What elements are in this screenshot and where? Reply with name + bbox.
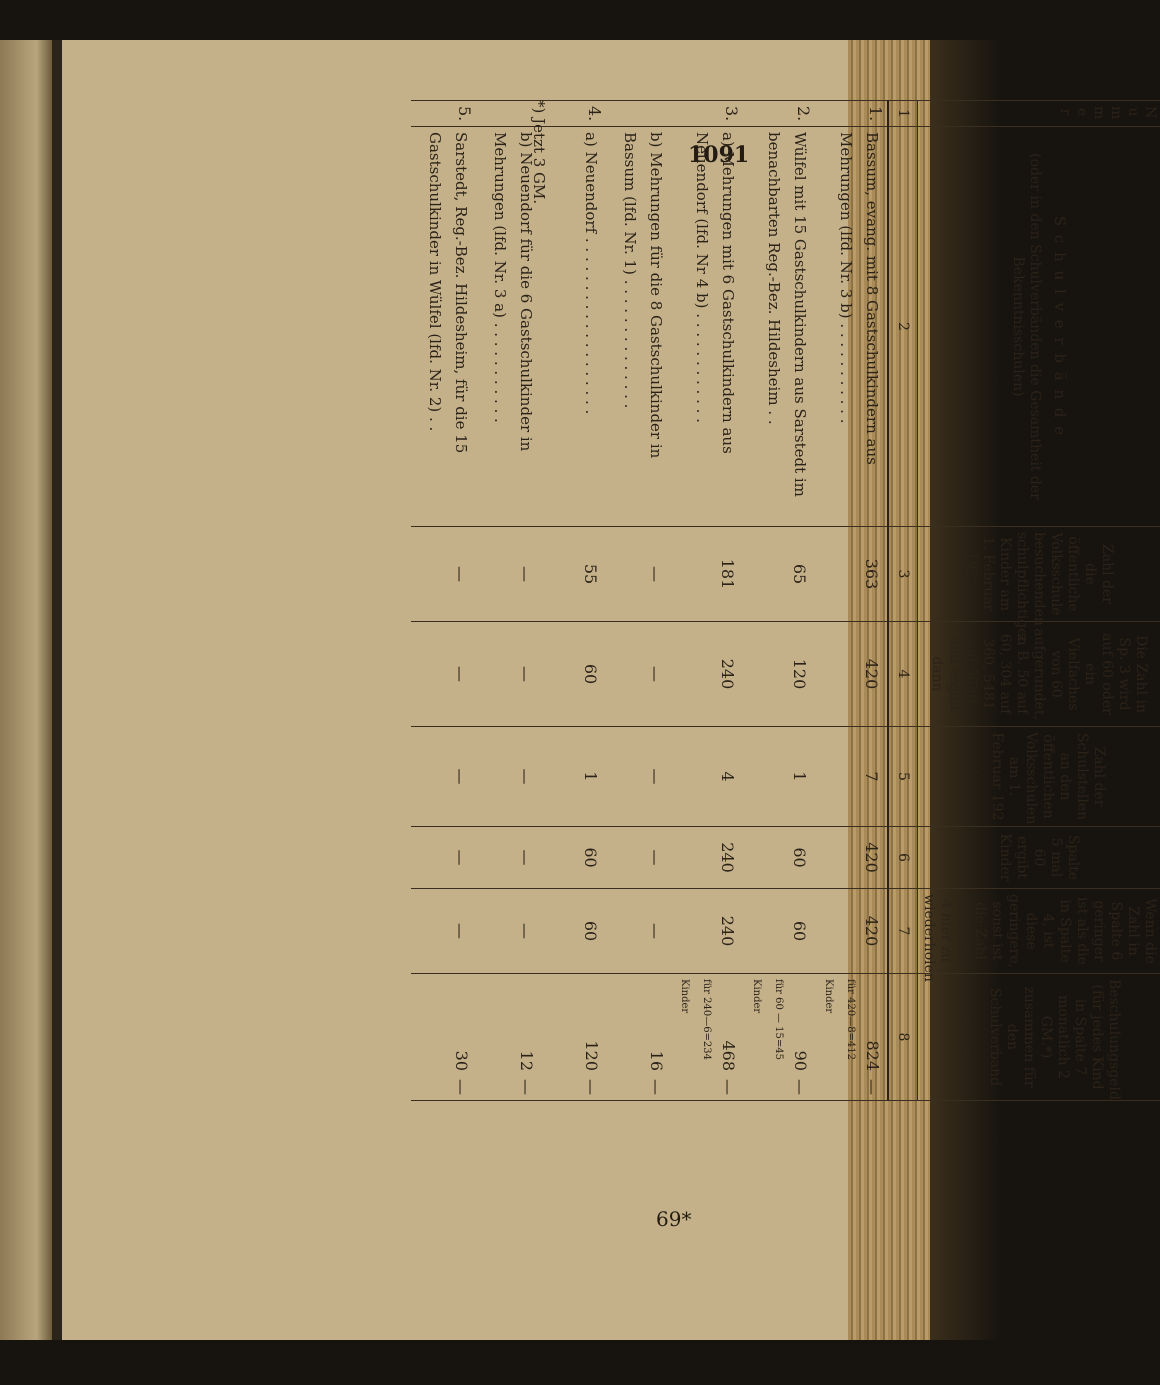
school-associations-table [411, 100, 1160, 1101]
row-description: a) Mehrungen mit 6 Gastschulkindern aus Neuendorf (lfd. Nr 4 b) . . . . . . . . . . . . [671, 127, 743, 527]
row-col8-note: für 60 — 15=45 Kinder [751, 979, 784, 1061]
col-number: 4 [888, 622, 918, 727]
row-col5: 1 [743, 727, 815, 827]
row-col7: 240 [671, 889, 743, 974]
header-col7: Wenn die Zahl in Spalte 6 geringer ist als die in Spalte 4, ist diese geringere, sonst ist die Zahl in Spalte 4 hier zu wiederholen [918, 889, 1160, 974]
row-col7: — [411, 889, 476, 974]
header-col8 [918, 974, 1160, 1101]
row-col3: 363 [815, 527, 888, 622]
row-col8 [743, 974, 815, 1101]
row-col8-amount: 824 [863, 1040, 882, 1071]
row-col8-amount: 468 [719, 1040, 738, 1071]
header-number: N u m m e r [918, 101, 1160, 127]
row-col7: — [476, 889, 541, 974]
row-col8-pf: — [582, 1079, 601, 1095]
table-row [606, 101, 671, 1101]
header-row [918, 101, 1160, 1101]
table-body [411, 101, 888, 1101]
col-number: 2 [888, 127, 918, 527]
row-col6: 420 [815, 827, 888, 889]
col-number: 8 [888, 974, 918, 1101]
row-col8-pf: — [647, 1079, 666, 1095]
table-row [815, 101, 888, 1101]
row-col8-pf: — [452, 1079, 471, 1095]
table-row [476, 101, 541, 1101]
header-associations-sub: (oder in den Schulverbänden die Gesamtheit der Bekenntnisschulen) [1010, 153, 1044, 500]
row-col5: 7 [815, 727, 888, 827]
table-row [671, 101, 743, 1101]
row-col3: — [411, 527, 476, 622]
row-col6: 240 [671, 827, 743, 889]
page-number: 1091 [688, 142, 750, 168]
row-col8 [606, 974, 671, 1101]
row-col8-pf: — [791, 1079, 810, 1095]
row-col8-pf: — [863, 1079, 882, 1095]
row-col4: 420 [815, 622, 888, 727]
row-col4: — [476, 622, 541, 727]
row-col8-note: für 420—8=412 Kinder [823, 979, 856, 1061]
table-row [743, 101, 815, 1101]
row-col6: 60 [541, 827, 606, 889]
row-number: 1. [815, 101, 888, 127]
row-col8 [541, 974, 606, 1101]
currency-pf: ℐ [956, 1051, 972, 1058]
header-col3: Zahl der die öffentliche Volksschule besuchenden schulpflichtigen Kinder am 1. Februar 192 . . [918, 527, 1160, 622]
currency-mark: ℳ [956, 1016, 972, 1031]
row-col4: 120 [743, 622, 815, 727]
header-col6: Spalte 5 mal 60 ergibt Kinder [918, 827, 1160, 889]
row-col8-pf: — [517, 1079, 536, 1095]
signature-mark: 69* [656, 1207, 692, 1231]
row-col4: 240 [671, 622, 743, 727]
row-number [606, 101, 671, 127]
row-col5: 4 [671, 727, 743, 827]
row-col5: — [411, 727, 476, 827]
row-col7: 60 [541, 889, 606, 974]
col-number: 6 [888, 827, 918, 889]
row-col7: — [606, 889, 671, 974]
row-col8-amount: 90 [791, 1050, 810, 1071]
row-col4: — [606, 622, 671, 727]
row-col8 [815, 974, 888, 1101]
row-col3: — [606, 527, 671, 622]
row-number: 4. [541, 101, 606, 127]
row-description: b) Neuendorf für die 6 Gastschulkinder in Mehrungen (lfd. Nr. 3 a) . . . . . . . . . . . [476, 127, 541, 527]
row-col5: — [476, 727, 541, 827]
header-associations-title: S c h u l v e r b ä n d e [1051, 215, 1070, 438]
row-col4: 60 [541, 622, 606, 727]
row-number: 5. [411, 101, 476, 127]
row-col6: — [476, 827, 541, 889]
col-number: 7 [888, 889, 918, 974]
row-col3: 55 [541, 527, 606, 622]
header-associations [918, 127, 1160, 527]
row-col7: 60 [743, 889, 815, 974]
row-col8-amount: 12 [517, 1050, 536, 1071]
table-row [541, 101, 606, 1101]
row-col8-pf: — [719, 1079, 738, 1095]
row-col6: 60 [743, 827, 815, 889]
row-description: Sarstedt, Reg.-Bez. Hildesheim, für die 15 Gastschulkinder in Wülfel (lfd. Nr. 2) . . [411, 127, 476, 527]
header-col4: Die Zahl in Sp. 3 wird auf 60 oder ein Vielfaches von 60 aufgerundet, z. B. 50 auf 60, 304 auf 360, 5481 auf 5520, und ergibt dann [918, 622, 1160, 727]
row-col6: — [606, 827, 671, 889]
row-col4: — [411, 622, 476, 727]
col-number: 5 [888, 727, 918, 827]
row-description: Wülfel mit 15 Gastschulkindern aus Sarstedt im benachbarten Reg.-Bez. Hildesheim . . [743, 127, 815, 527]
row-col3: 181 [671, 527, 743, 622]
row-col8 [671, 974, 743, 1101]
row-col5: — [606, 727, 671, 827]
table-row [411, 101, 476, 1101]
row-number: 2. [743, 101, 815, 127]
row-col3: — [476, 527, 541, 622]
col-number: 1 [888, 101, 918, 127]
rotated-table-block [426, 100, 1160, 1100]
row-col3: 65 [743, 527, 815, 622]
row-description: b) Mehrungen für die 8 Gastschulkinder in Bassum (lfd. Nr. 1) . . . . . . . . . . . . . . [606, 127, 671, 527]
column-number-row [888, 101, 918, 1101]
row-col5: 1 [541, 727, 606, 827]
row-number: 3. [671, 101, 743, 127]
footnote: *) Jetzt 3 GM. [530, 100, 548, 205]
book-gutter [52, 40, 62, 1340]
row-col8 [411, 974, 476, 1101]
row-col8-note: für 240—6=234 Kinder [679, 979, 712, 1061]
row-description: Bassum, evang. mit 8 Gastschulkindern aus Mehrungen (lfd. Nr. 3 b) . . . . . . . . . . . [815, 127, 888, 527]
row-col8-amount: 30 [452, 1050, 471, 1071]
row-col6: — [411, 827, 476, 889]
header-col8-currency: ℳ | ℐ [956, 1016, 972, 1058]
header-col8-text: Beschulungsgeld (für jedes Kind in Spalte 7 monatlich 2 GM.*) zusammen für den Schulverband [987, 979, 1123, 1100]
row-col7: 420 [815, 889, 888, 974]
row-col8 [476, 974, 541, 1101]
row-description: a) Neuendorf . . . . . . . . . . . . . . . . . . . [541, 127, 606, 527]
row-col8-amount: 120 [582, 1040, 601, 1071]
row-col8-amount: 16 [647, 1050, 666, 1071]
col-number: 3 [888, 527, 918, 622]
left-page-edge [0, 40, 52, 1340]
header-col5: Zahl der Schulstellen an den öffentlichen Volksschulen am 1. Februar 192 . . [918, 727, 1160, 827]
